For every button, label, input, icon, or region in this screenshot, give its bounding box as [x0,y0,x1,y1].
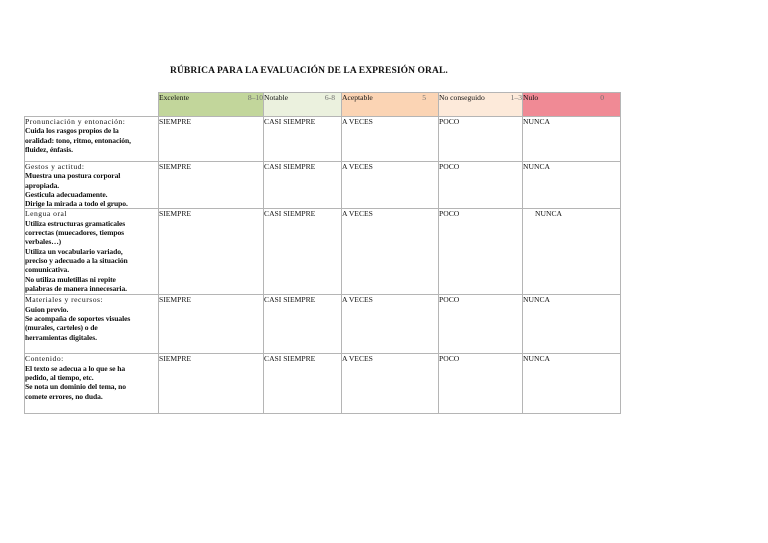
level-header-nulo [523,93,621,117]
criterion-heading: Contenido: [25,354,64,364]
criterion-line: No utiliza muletillas ni repite [25,274,116,284]
criterion-line: comete errores, no duda. [25,391,103,401]
criterion-row-materiales [25,295,621,354]
criterion-line: pedido, al tiempo, etc. [25,373,94,383]
level-header-notable [264,93,342,117]
level-score: 0 [600,93,604,102]
criterion-line: Muestra una postura corporal [25,171,121,181]
value-cell: NUNCA [523,209,621,295]
value-cell: SIEMPRE [159,162,264,209]
level-header-no-conseguido [439,93,523,117]
criterion-row-lengua-oral [25,209,621,295]
criterion-row-gestos [25,162,621,209]
level-name: Aceptable [342,93,373,102]
level-header-aceptable [342,93,439,117]
level-score: 5 [422,93,426,102]
value-cell: SIEMPRE [159,295,264,354]
criterion-line: fluidez, énfasis. [25,144,73,154]
value-cell: NUNCA [523,295,621,354]
criterion-line: Utiliza estructuras gramaticales [25,218,126,228]
header-row [25,93,621,117]
level-name: No conseguido [439,93,485,102]
value-cell: CASI SIEMPRE [264,209,342,295]
value-cell: POCO [439,354,523,414]
value-cell: POCO [439,162,523,209]
level-name: Nulo [523,93,539,102]
value-cell: SIEMPRE [159,209,264,295]
criterion-line: Utiliza un vocabulario variado, [25,246,123,256]
criterion-line: El texto se adecua a lo que se ha [25,363,126,373]
criterion-line: oralidad: tono, ritmo, entonación, [25,135,131,145]
value-cell: A VECES [342,117,439,162]
value-cell: CASI SIEMPRE [264,117,342,162]
criterion-heading: Materiales y recursos: [25,295,104,305]
value-cell: POCO [439,295,523,354]
value-cell: A VECES [342,295,439,354]
criterion-cell [25,162,159,209]
value-cell: POCO [439,117,523,162]
level-name: Excelente [159,93,189,102]
criterion-line: Cuida los rasgos propios de la [25,126,119,136]
criterion-heading: Lengua oral [25,209,67,219]
criterion-heading: Gestos y actitud: [25,162,85,171]
criterion-line: apropiada. [25,180,60,190]
criterion-line: preciso y adecuado a la situación [25,255,128,265]
rubric-table [24,92,621,414]
criterion-cell [25,295,159,354]
criterion-line: Se acompaña de soportes visuales [25,314,131,324]
criterion-row-contenido [25,354,621,414]
value-cell: CASI SIEMPRE [264,354,342,414]
criterion-cell [25,354,159,414]
criterion-line: Se nota un dominio del tema, no [25,382,126,392]
value-cell: NUNCA [523,354,621,414]
value-cell: CASI SIEMPRE [264,295,342,354]
criterion-line: Gesticula adecuadamente. [25,189,108,199]
value-cell: SIEMPRE [159,354,264,414]
level-name: Notable [264,93,289,102]
value-cell: A VECES [342,162,439,209]
criterion-cell [25,117,159,162]
criterion-cell [25,209,159,295]
criterion-row-pronunciacion [25,117,621,162]
value-cell: CASI SIEMPRE [264,162,342,209]
criterion-line: correctas (muecadores, tiempos [25,228,124,238]
criterion-line: palabras de manera innecesaria. [25,283,127,293]
level-score: 6-8 [324,93,335,102]
criterion-line: Guion previo. [25,304,69,314]
criterion-line: verbales…) [25,237,62,247]
page-title: RÚBRICA PARA LA EVALUACIÓN DE LA EXPRESIÓN ORAL. [170,66,448,76]
value-cell: NUNCA [523,117,621,162]
criterion-line: herramientas digitales. [25,332,97,342]
value-cell: NUNCA [523,162,621,209]
criterion-line: (murales, carteles) o de [25,323,98,333]
criterion-line: Dirige la mirada a todo el grupo. [25,199,128,209]
criterion-heading: Pronunciación y entonación: [25,117,126,126]
level-header-excelente [159,93,264,117]
criterion-line: comunicativa. [25,265,70,275]
value-cell: A VECES [342,209,439,295]
value-cell: POCO [439,209,523,295]
header-empty-cell [25,93,159,117]
value-cell: A VECES [342,354,439,414]
level-score: 8–10 [247,93,263,102]
value-cell: SIEMPRE [159,117,264,162]
level-score: 1–3 [510,93,522,102]
